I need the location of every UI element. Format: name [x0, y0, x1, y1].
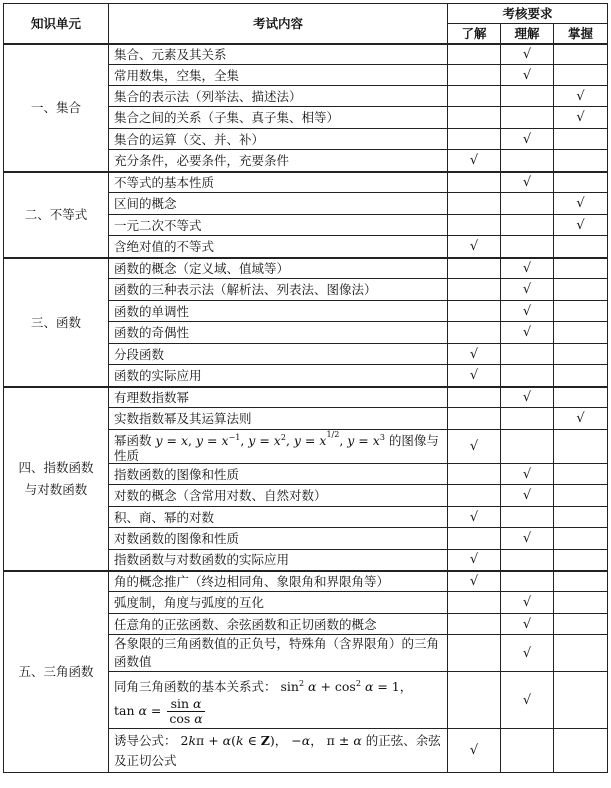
check-mark-icon: √ [522, 131, 532, 147]
exam-content [109, 672, 448, 729]
check-mark-icon: √ [522, 46, 532, 62]
mark-comprehend [501, 193, 554, 215]
exam-content [109, 279, 448, 301]
mark-comprehend [501, 387, 554, 408]
exam-content [109, 301, 448, 322]
content-text: 函数的奇偶性 [114, 325, 190, 340]
check-mark-icon: √ [469, 152, 479, 168]
exam-content [109, 107, 448, 129]
mark-master [554, 150, 608, 172]
mark-master [554, 301, 608, 322]
content-text: 弧度制，角度与弧度的互化 [114, 595, 265, 611]
mark-understand [448, 507, 501, 528]
unit-name-text: 三、函数 [30, 314, 81, 330]
exam-content [109, 44, 448, 65]
mark-comprehend [501, 485, 554, 507]
mark-comprehend [501, 44, 554, 65]
mark-comprehend [501, 258, 554, 279]
mark-comprehend [501, 550, 554, 571]
content-text: 分段函数 [114, 346, 165, 362]
mark-master [554, 365, 608, 387]
content-text: 函数的三种表示法（解析法、列表法、图像法） [114, 282, 377, 297]
mark-comprehend [501, 107, 554, 129]
content-text: 含绝对值的不等式 [114, 238, 215, 254]
mark-comprehend [501, 729, 554, 773]
check-mark-icon: √ [576, 88, 585, 104]
mark-master [554, 464, 608, 485]
exam-content [109, 129, 448, 150]
content-text: 幂函数 [114, 433, 152, 449]
check-mark-icon: √ [469, 573, 479, 589]
mark-understand [448, 279, 501, 301]
table-row [4, 44, 608, 65]
exam-content [109, 65, 448, 86]
check-mark-icon: √ [522, 595, 532, 611]
content-text: 指数函数的图像和性质 [114, 466, 240, 482]
check-mark-icon: √ [522, 645, 532, 661]
mark-understand [448, 672, 501, 729]
mark-understand [448, 387, 501, 408]
unit-name-text: 一、集合 [30, 100, 81, 115]
mark-understand [448, 215, 501, 236]
mark-understand [448, 65, 501, 86]
mark-master [554, 172, 608, 193]
mark-comprehend [501, 430, 554, 464]
check-mark-icon: √ [522, 616, 532, 632]
mark-master [554, 129, 608, 150]
check-mark-icon: √ [522, 466, 532, 482]
mark-comprehend [501, 571, 554, 592]
unit-name [4, 387, 109, 571]
content-text-end: 及正切公式 [114, 752, 177, 768]
content-text: 充分条件，必要条件，充要条件 [114, 152, 290, 168]
header-requirements: 考核要求 [448, 4, 608, 24]
check-mark-icon: √ [522, 531, 532, 547]
syllabus-table [3, 3, 608, 773]
mark-master [554, 322, 608, 344]
exam-content [109, 528, 448, 550]
mark-understand [448, 172, 501, 193]
mark-understand [448, 301, 501, 322]
content-text: 角的概念推广（终边相同角、象限角和界限角等） [114, 573, 390, 589]
mark-comprehend [501, 344, 554, 365]
mark-understand [448, 614, 501, 635]
check-mark-icon: √ [576, 196, 585, 211]
mark-master [554, 507, 608, 528]
mark-comprehend [501, 592, 554, 614]
content-text: 函数的单调性 [114, 303, 190, 319]
mark-master [554, 258, 608, 279]
unit-name [4, 571, 109, 773]
mark-master [554, 193, 608, 215]
content-text: 同角三角函数的基本关系式： [114, 679, 277, 695]
header-level-understand: 了解 [448, 24, 501, 44]
content-text: 函数的概念（定义域、值域等） [114, 260, 290, 276]
content-text: 区间的概念 [114, 196, 177, 211]
check-mark-icon: √ [522, 303, 532, 319]
header-level-master: 掌握 [554, 24, 608, 44]
mark-master [554, 107, 608, 129]
content-text: 诱导公式： [114, 732, 177, 748]
exam-content [109, 236, 448, 258]
power-function-formula: y = x, $y = x^{-1}$, $y = x^2$, $y = x^{1/2}$, $y = x^3$ [155, 430, 385, 449]
content-text: 集合的运算（交、并、补） [114, 131, 265, 147]
content-text: 任意角的正弦函数、余弦函数和正切函数的概念 [114, 616, 377, 632]
mark-master [554, 571, 608, 592]
check-mark-icon: √ [522, 325, 532, 340]
exam-content [109, 571, 448, 592]
unit-name-text: 二、不等式 [24, 207, 88, 222]
exam-content [109, 258, 448, 279]
mark-master [554, 86, 608, 107]
mark-comprehend [501, 322, 554, 344]
mark-understand [448, 236, 501, 258]
exam-content [109, 172, 448, 193]
exam-content [109, 193, 448, 215]
check-mark-icon: √ [522, 260, 532, 276]
mark-comprehend [501, 507, 554, 528]
content-text: 集合的表示法（列举法、描述法） [114, 88, 302, 104]
check-mark-icon: √ [522, 389, 532, 405]
mark-understand [448, 107, 501, 129]
mark-comprehend [501, 65, 554, 86]
mark-comprehend [501, 408, 554, 430]
mark-understand [448, 571, 501, 592]
unit-name-line1: 四、指数函数 [18, 459, 94, 475]
check-mark-icon: √ [469, 346, 479, 362]
mark-comprehend [501, 172, 554, 193]
mark-comprehend [501, 672, 554, 729]
mark-master [554, 485, 608, 507]
check-mark-icon: √ [522, 174, 532, 190]
exam-content [109, 322, 448, 344]
header-unit: 知识单元 [4, 4, 109, 44]
check-mark-icon: √ [576, 110, 585, 125]
check-mark-icon: √ [469, 552, 479, 568]
mark-master [554, 236, 608, 258]
mark-comprehend [501, 301, 554, 322]
exam-content [109, 150, 448, 172]
content-text: 指数函数与对数函数的实际应用 [114, 552, 290, 568]
content-text-suffix: 的图像与性质 [114, 433, 439, 464]
check-mark-icon: √ [469, 743, 479, 759]
mark-master [554, 387, 608, 408]
exam-content [109, 507, 448, 528]
mark-master [554, 729, 608, 773]
check-mark-icon: √ [469, 238, 479, 254]
mark-understand [448, 592, 501, 614]
mark-comprehend [501, 528, 554, 550]
mark-master [554, 635, 608, 672]
mark-master [554, 672, 608, 729]
mark-comprehend [501, 86, 554, 107]
content-text: 对数的概念（含常用对数、自然对数） [114, 488, 327, 504]
exam-content [109, 215, 448, 236]
table-row [4, 571, 608, 592]
mark-master [554, 592, 608, 614]
mark-master [554, 65, 608, 86]
content-text: 集合、元素及其关系 [114, 46, 227, 62]
mark-understand [448, 464, 501, 485]
check-mark-icon: √ [469, 509, 479, 525]
exam-content [109, 592, 448, 614]
content-text: 函数的实际应用 [114, 367, 202, 383]
mark-understand [448, 729, 501, 773]
content-text: 常用数集，空集，全集 [114, 67, 240, 83]
identity-formula: $\sin^2 \alpha + \cos^2 \alpha = 1$， tan α = $\frac{\text{sin α}}{\text{cos α}}$ [114, 679, 413, 727]
exam-content [109, 550, 448, 571]
unit-name [4, 258, 109, 387]
content-text: 各象限的三角函数值的正负号，特殊角（含界限角）的三角函数值 [114, 636, 440, 670]
induction-formula: 2kπ + α(k ∈ Z)， −α， π ± α [176, 732, 362, 748]
exam-content [109, 86, 448, 107]
mark-master [554, 279, 608, 301]
mark-understand [448, 635, 501, 672]
check-mark-icon: √ [522, 692, 532, 708]
check-mark-icon: √ [522, 282, 532, 297]
content-text: 一元二次不等式 [114, 217, 202, 233]
mark-understand [448, 86, 501, 107]
check-mark-icon: √ [576, 411, 585, 426]
exam-content [109, 635, 448, 672]
unit-name [4, 44, 109, 172]
table-row [4, 387, 608, 408]
mark-master [554, 550, 608, 571]
mark-understand [448, 408, 501, 430]
check-mark-icon: √ [576, 217, 585, 233]
mark-master [554, 44, 608, 65]
exam-content [109, 387, 448, 408]
mark-comprehend [501, 279, 554, 301]
unit-name-line2: 与对数函数 [24, 481, 88, 497]
check-mark-icon: √ [522, 67, 532, 83]
exam-content [109, 485, 448, 507]
table-row [4, 172, 608, 193]
mark-understand [448, 193, 501, 215]
mark-understand [448, 322, 501, 344]
unit-name-text: 五、三角函数 [18, 664, 94, 680]
mark-comprehend [501, 464, 554, 485]
check-mark-icon: √ [469, 367, 479, 383]
exam-content [109, 365, 448, 387]
exam-content [109, 344, 448, 365]
mark-master [554, 344, 608, 365]
exam-content [109, 614, 448, 635]
mark-understand [448, 150, 501, 172]
exam-content [109, 430, 448, 464]
check-mark-icon: √ [522, 488, 532, 504]
mark-master [554, 408, 608, 430]
mark-master [554, 430, 608, 464]
mark-comprehend [501, 635, 554, 672]
content-text: 集合之间的关系（子集、真子集、相等） [114, 110, 340, 125]
mark-understand [448, 430, 501, 464]
exam-content [109, 408, 448, 430]
mark-understand [448, 365, 501, 387]
header-level-comprehend: 理解 [501, 24, 554, 44]
mark-understand [448, 344, 501, 365]
mark-master [554, 215, 608, 236]
mark-comprehend [501, 129, 554, 150]
content-text-mid: 的正弦、余弦 [365, 732, 441, 748]
exam-content [109, 729, 448, 773]
mark-understand [448, 44, 501, 65]
mark-understand [448, 485, 501, 507]
mark-understand [448, 129, 501, 150]
unit-name [4, 172, 109, 258]
mark-understand [448, 528, 501, 550]
mark-master [554, 528, 608, 550]
content-text: 积、商、幂的对数 [114, 509, 215, 525]
mark-comprehend [501, 614, 554, 635]
mark-understand [448, 550, 501, 571]
mark-understand [448, 258, 501, 279]
mark-comprehend [501, 215, 554, 236]
header-content: 考试内容 [109, 4, 448, 44]
mark-comprehend [501, 236, 554, 258]
table-row [4, 258, 608, 279]
content-text: 实数指数幂及其运算法则 [114, 411, 252, 426]
content-text: 对数函数的图像和性质 [114, 531, 240, 547]
mark-master [554, 614, 608, 635]
content-text: 有理数指数幂 [114, 389, 190, 405]
exam-content [109, 464, 448, 485]
mark-comprehend [501, 365, 554, 387]
check-mark-icon: √ [469, 439, 479, 455]
mark-comprehend [501, 150, 554, 172]
content-text: 不等式的基本性质 [114, 174, 215, 190]
